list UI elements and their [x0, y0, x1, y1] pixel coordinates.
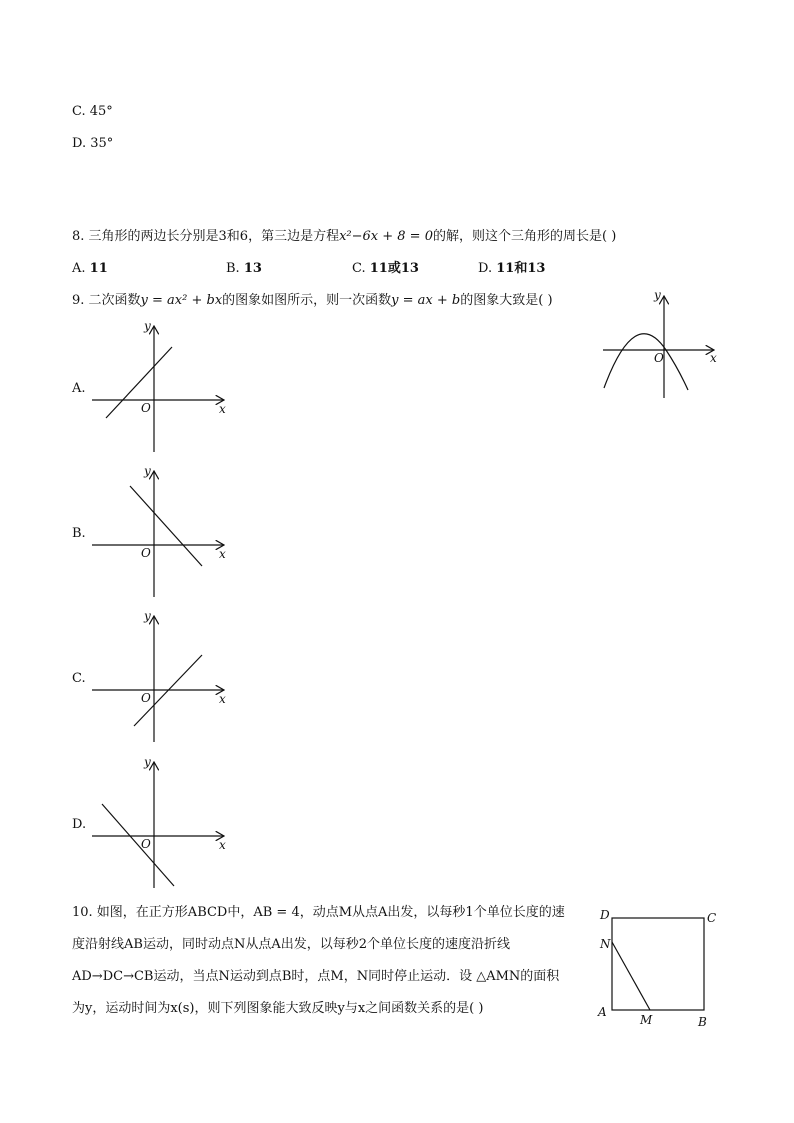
y-axis-label: y — [144, 609, 151, 623]
q8-option-value: 11或13 — [369, 261, 419, 276]
q9-option-c-letter: C. — [72, 671, 86, 686]
x-axis-label: x — [219, 838, 226, 852]
q8-stem-text-b: 的解，则这个三角形的周长是( ) — [432, 229, 617, 244]
x-axis-label: x — [219, 692, 226, 706]
q8-option-b — [226, 261, 262, 277]
linear-function-line — [102, 804, 174, 886]
origin-label: O — [654, 351, 664, 365]
x-axis-label: x — [219, 402, 226, 416]
q9-option-d-letter: D. — [72, 817, 87, 832]
origin-label: O — [141, 837, 151, 851]
q9-stem-text-b: 的图象如图所示，则一次函数 — [222, 293, 392, 308]
q8-option-letter: D. — [478, 261, 493, 276]
q8-stem — [72, 229, 616, 245]
q9-stem-text-c: 的图象大致是( ) — [460, 293, 553, 308]
x-axis-label: x — [710, 351, 717, 365]
q8-equation: x²−6x + 8 = 0 — [339, 229, 433, 244]
label-b: B — [698, 1015, 707, 1029]
q8-option-d — [478, 261, 545, 277]
y-axis-label: y — [654, 288, 661, 302]
segment-nm — [612, 942, 650, 1010]
q9-linear: y = ax + b — [391, 293, 461, 308]
q9-option-a-graph — [92, 320, 232, 452]
q9-option-c-graph — [92, 610, 232, 742]
q8-option-value: 11 — [89, 261, 108, 276]
origin-label: O — [141, 546, 151, 560]
q9-stem — [72, 293, 553, 309]
y-axis-label: y — [144, 464, 151, 478]
q9-option-b-letter: B. — [72, 526, 86, 541]
q7-option-d: D. 35° — [72, 136, 114, 151]
q8-option-letter: C. — [352, 261, 366, 276]
q9-parabola-figure — [598, 286, 722, 402]
parabola-curve — [604, 334, 688, 390]
x-axis-label: x — [219, 547, 226, 561]
q10-line-1: 10. 如图，在正方形ABCD中，AB = 4，动点M从点A出发，以每秒1个单位长度的速 — [72, 905, 565, 920]
origin-label: O — [141, 691, 151, 705]
q8-option-c — [352, 261, 419, 277]
q10-square-figure — [594, 904, 724, 1034]
label-d: D — [600, 908, 610, 922]
y-axis-label: y — [144, 755, 151, 769]
square-abcd — [612, 918, 704, 1010]
q10-line-2: 度沿射线AB运动，同时动点N从点A出发，以每秒2个单位长度的速度沿折线 — [72, 937, 510, 952]
q9-option-a-letter: A. — [72, 381, 86, 396]
label-a: A — [598, 1005, 607, 1019]
q8-option-value: 13 — [243, 261, 262, 276]
label-n: N — [600, 937, 611, 951]
linear-function-line — [106, 347, 172, 418]
label-m: M — [640, 1013, 653, 1027]
y-axis-label: y — [144, 319, 151, 333]
q8-option-a — [72, 261, 108, 277]
q9-stem-text-a: 9. 二次函数 — [72, 293, 141, 308]
q8-option-letter: A. — [72, 261, 86, 276]
q9-option-d-graph — [92, 756, 232, 888]
q10-line-4: 为y，运动时间为x(s)，则下列图象能大致反映y与x之间函数关系的是( ) — [72, 1001, 484, 1016]
origin-label: O — [141, 401, 151, 415]
q10-line-3: AD→DC→CB运动，当点N运动到点B时，点M，N同时停止运动．设 △AMN的面积 — [72, 969, 560, 984]
q8-option-value: 11和13 — [496, 261, 546, 276]
label-c: C — [707, 911, 717, 925]
q9-option-b-graph — [92, 465, 232, 597]
q7-option-c: C. 45° — [72, 104, 113, 119]
q8-stem-text-a: 8. 三角形的两边长分别是3和6，第三边是方程 — [72, 229, 340, 244]
q9-quadratic: y = ax² + bx — [140, 293, 223, 308]
q8-option-letter: B. — [226, 261, 240, 276]
